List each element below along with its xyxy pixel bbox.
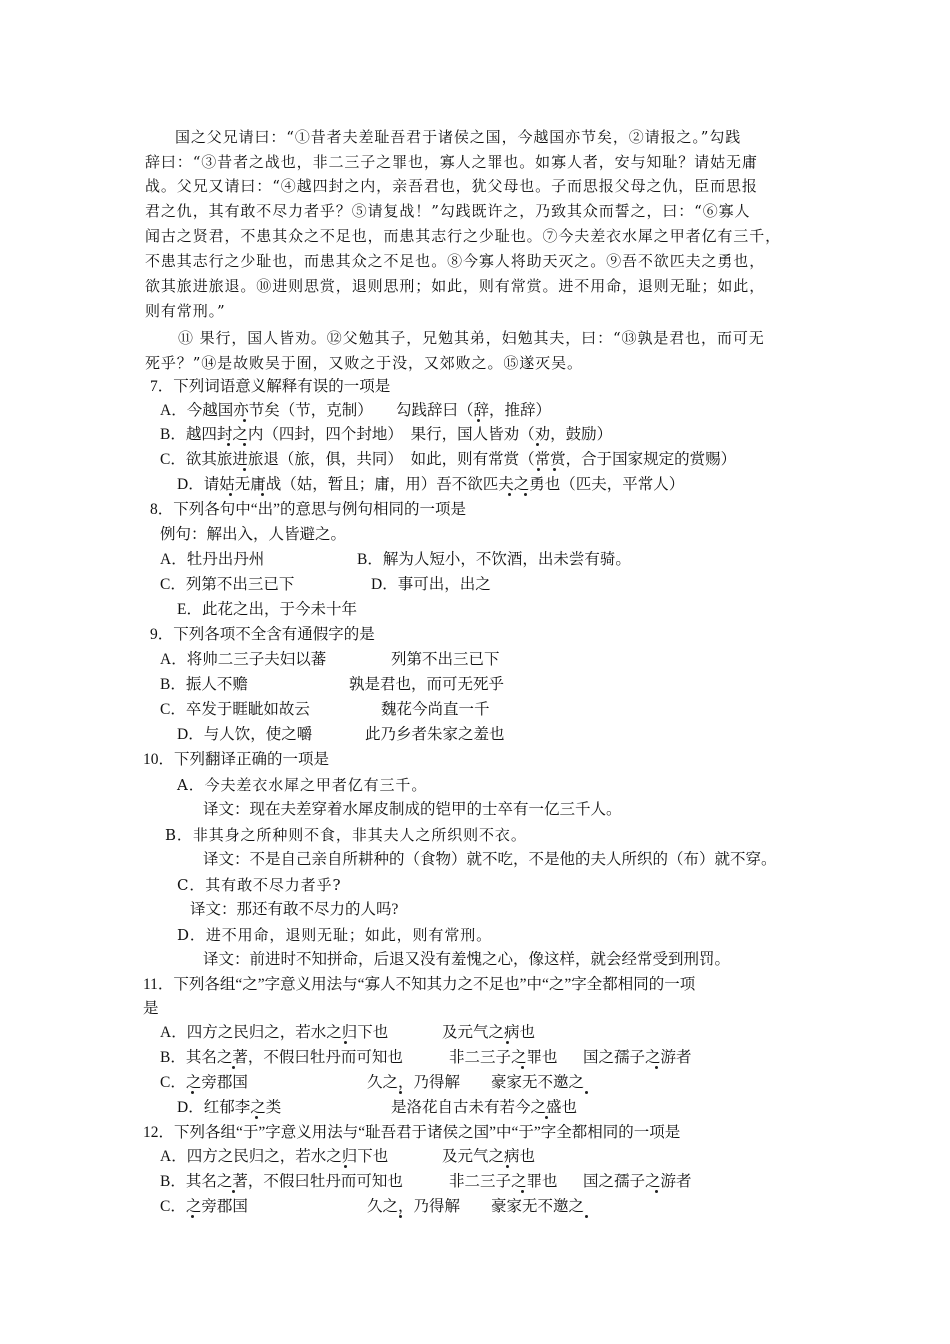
question-stem: 8．下列各句中“出”的意思与例句相同的一项是 — [150, 501, 467, 518]
option-b-part: 非二三子之罪也 — [449, 1173, 558, 1190]
option-a: A．四方之民归之，若水之归下也 — [160, 1024, 389, 1041]
option-c: C．之旁郡国 — [160, 1074, 248, 1091]
emphasis-dot — [536, 443, 539, 446]
passage-line: 闻古之贤君，不患其众之不足也，而患其志行之少耻也。⑦今夫差衣水犀之甲者亿有三千， — [145, 227, 782, 245]
emphasis-dot — [399, 1215, 402, 1218]
question-stem-cont: 是 — [143, 1000, 159, 1017]
passage-line: 国之父兄请曰：“①昔者夫差耻吾君于诸侯之国，今越国亦节矣，②请报之。”勾践 — [175, 128, 742, 146]
question-stem: 12．下列各组“于”字意义用法与“耻吾君于诸侯之国”中“于”字全都相同的一项是 — [143, 1124, 681, 1141]
option-a: A．今越国亦节矣（节，克制） 勾践辞曰（辞，推辞） — [160, 402, 551, 419]
question-stem: 9．下列各项不全含有通假字的是 — [150, 626, 375, 643]
example-sentence: 例句：解出入，人皆避之。 — [160, 526, 347, 543]
option-c-part: 豪家无不邀之 — [491, 1074, 585, 1091]
emphasis-dot — [585, 1215, 588, 1218]
option-c: C．欲其旅进旅退（旅，俱，共同） 如此，则有常赏（常赏，合于国家规定的赏赐） — [160, 451, 737, 468]
option-b-part: 非二三子之罪也 — [449, 1049, 558, 1066]
translation-a: 译文：现在夫差穿着水犀皮制成的铠甲的士卒有一亿三千人。 — [203, 801, 622, 818]
option-d: D．与人饮，使之嚼 — [177, 726, 313, 743]
translation-d: 译文：前进时不知拼命，后退又没有羞愧之心，像这样，就会经常受到刑罚。 — [203, 951, 731, 968]
option-b: B．其名之著，不假曰牡丹而可知也 — [160, 1049, 403, 1066]
passage-line: 战。父兄又请曰：“④越四封之内，亲吾君也，犹父母也。子而思报父母之仇，臣而思报 — [145, 177, 758, 195]
emphasis-dot — [585, 1091, 588, 1094]
option-b: B．其名之著，不假曰牡丹而可知也 — [160, 1173, 403, 1190]
emphasis-dot — [506, 1041, 509, 1044]
option-d-part: 此乃乡者朱家之羞也 — [365, 726, 505, 743]
emphasis-dot — [232, 1066, 235, 1069]
emphasis-dot — [655, 1066, 658, 1069]
emphasis-dot — [243, 468, 246, 471]
emphasis-dot — [255, 1116, 258, 1119]
emphasis-dot — [553, 468, 556, 471]
option-a: A．今夫差衣水犀之甲者亿有三千。 — [177, 776, 428, 794]
emphasis-dot — [191, 1091, 194, 1094]
option-a-part: 列第不出三已下 — [391, 651, 500, 668]
emphasis-dot — [243, 443, 246, 446]
emphasis-dot — [537, 468, 540, 471]
option-b-part: 国之孺子之游者 — [583, 1173, 692, 1190]
translation-c: 译文：那还有敢不尽力的人吗? — [190, 901, 399, 918]
question-stem: 10．下列翻译正确的一项是 — [143, 751, 330, 768]
passage-line: 死乎？”⑭是故败吴于囿，又败之于没，又郊败之。⑮遂灭吴。 — [145, 354, 583, 372]
passage-line: ⑪ 果行，国人皆劝。⑫父勉其子，兄勉其弟，妇勉其夫，曰：“⑬孰是君也，而可无 — [178, 329, 765, 347]
emphasis-dot — [229, 493, 232, 496]
passage-line: 不患其志行之少耻也，而患其众之不足也。⑧今寡人将助天灭之。⑨吾不欲匹夫之勇也， — [145, 252, 766, 270]
passage-line: 欲其旅进旅退。⑩进则思赏，退则思刑；如此，则有常赏。进不用命，退则无耻；如此， — [145, 277, 766, 295]
emphasis-dot — [344, 1165, 347, 1168]
emphasis-dot — [506, 1165, 509, 1168]
option-a: A．牡丹出丹州 — [160, 551, 265, 568]
emphasis-dot — [545, 1116, 548, 1119]
option-c-part: 魏花今尚直一千 — [381, 701, 490, 718]
passage-line: 辞曰：“③昔者之战也，非二三子之罪也，寡人之罪也。如寡人者，安与知耻？请姑无庸 — [145, 153, 758, 171]
option-d: D．进不用命，退则无耻；如此，则有常刑。 — [177, 926, 493, 944]
emphasis-dot — [524, 493, 527, 496]
emphasis-dot — [191, 1215, 194, 1218]
option-b: B．振人不赡 — [160, 676, 248, 693]
passage-line: 则有常刑。” — [145, 302, 226, 320]
option-b-part: 孰是君也，而可无死乎 — [349, 676, 505, 693]
emphasis-dot — [227, 443, 230, 446]
emphasis-dot — [243, 419, 246, 422]
option-a-part: 及元气之病也 — [442, 1024, 536, 1041]
option-c: C．其有敢不尽力者乎? — [177, 876, 342, 894]
option-a-part: 及元气之病也 — [442, 1148, 536, 1165]
option-b: B．非其身之所种则不食，非其夫人之所织则不衣。 — [165, 826, 527, 844]
emphasis-dot — [477, 419, 480, 422]
option-c: C．列第不出三已下 — [160, 576, 295, 593]
emphasis-dot — [521, 1190, 524, 1193]
option-b: B．解为人短小，不饮酒，出未尝有骑。 — [357, 551, 631, 568]
emphasis-dot — [261, 493, 264, 496]
translation-b: 译文：不是自己亲自所耕种的（食物）就不吃，不是他的夫人所织的（布）就不穿。 — [203, 851, 777, 868]
passage-line: 君之仇，其有敢不尽力者乎？⑤请复战！”勾践既许之，乃致其众而誓之，曰：“⑥寡人 — [145, 202, 751, 220]
emphasis-dot — [655, 1190, 658, 1193]
option-e: E．此花之出，于今未十年 — [177, 601, 357, 618]
emphasis-dot — [399, 1091, 402, 1094]
option-c-part: 久之，乃得解 — [367, 1074, 461, 1091]
emphasis-dot — [508, 493, 511, 496]
option-a: A．四方之民归之，若水之归下也 — [160, 1148, 389, 1165]
option-a: A．将帅二三子夫妇以蕃 — [160, 651, 327, 668]
emphasis-dot — [232, 1190, 235, 1193]
option-c: C．之旁郡国 — [160, 1198, 248, 1215]
question-stem: 7．下列词语意义解释有误的一项是 — [150, 378, 391, 395]
question-stem: 11．下列各组“之”字意义用法与“寡人不知其力之不足也”中“之”字全都相同的一项 — [143, 976, 696, 993]
option-b: B．越四封之内（四封，四个封地） 果行，国人皆劝（劝，鼓励） — [160, 426, 613, 443]
option-b-part: 国之孺子之游者 — [583, 1049, 692, 1066]
emphasis-dot — [521, 1066, 524, 1069]
option-c-part: 久之，乃得解 — [367, 1198, 461, 1215]
emphasis-dot — [344, 1041, 347, 1044]
option-d: D．请姑无庸战（姑，暂且；庸，用）吾不欲匹夫之勇也（匹夫，平常人） — [177, 476, 685, 493]
option-d: D．红郁李之类 — [177, 1099, 282, 1116]
option-c: C．卒发于睚眦如故云 — [160, 701, 310, 718]
option-d: D．事可出，出之 — [371, 576, 491, 593]
option-d-part: 是洛花自古未有若今之盛也 — [391, 1099, 578, 1116]
option-c-part: 豪家无不邀之 — [491, 1198, 585, 1215]
